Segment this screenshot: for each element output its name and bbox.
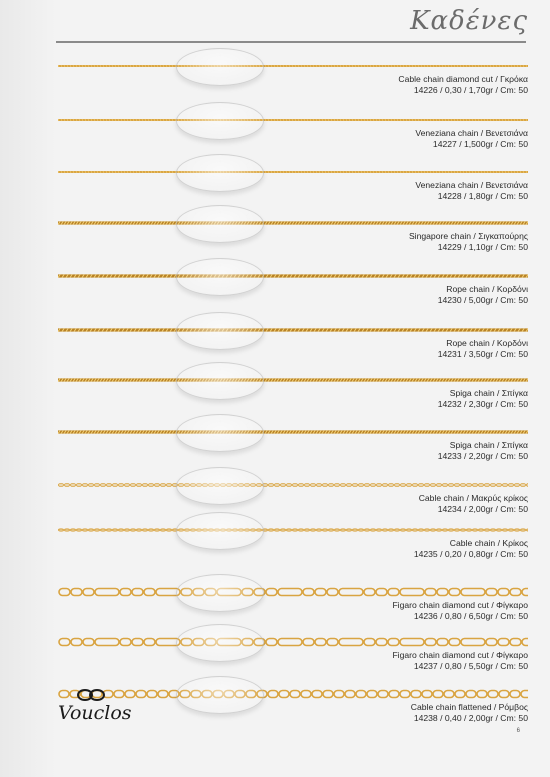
chain-name: Spiga chain / Σπίγκα — [449, 440, 528, 450]
chain-image — [58, 219, 528, 227]
magnifier-lens — [176, 205, 264, 243]
chain-image — [58, 481, 528, 489]
chain-specs: 14231 / 3,50gr / Cm: 50 — [437, 349, 528, 359]
chain-name: Veneziana chain / Βενετσιάνα — [415, 180, 528, 190]
magnifier-lens — [176, 467, 264, 505]
chain-specs: 14227 / 1,500gr / Cm: 50 — [432, 139, 528, 149]
brand-logo — [58, 688, 148, 738]
chain-specs: 14232 / 2,30gr / Cm: 50 — [437, 399, 528, 409]
chain-label — [392, 600, 528, 622]
chain-image — [58, 376, 528, 384]
chain-label — [409, 231, 528, 253]
chain-image — [58, 116, 528, 124]
magnifier-lens — [176, 154, 264, 192]
chain-name: Figaro chain diamond cut / Φίγκαρο — [392, 650, 528, 660]
chain-specs: 14237 / 0,80 / 5,50gr / Cm: 50 — [413, 661, 528, 671]
chain-specs: 14228 / 1,80gr / Cm: 50 — [437, 191, 528, 201]
chain-name: Rope chain / Κορδόνι — [446, 338, 528, 348]
magnifier-lens — [176, 676, 264, 714]
magnifier-lens — [176, 512, 264, 550]
chain-image — [58, 637, 528, 647]
chain-label — [438, 284, 528, 306]
chain-label — [392, 650, 528, 672]
chain-image — [58, 587, 528, 597]
chain-name: Figaro chain diamond cut / Φίγκαρο — [392, 600, 528, 610]
magnifier-lens — [176, 312, 264, 350]
chain-label — [415, 180, 528, 202]
page-title: Καδένες — [410, 6, 528, 36]
chain-image — [58, 526, 528, 534]
chain-label — [419, 493, 528, 515]
magnifier-lens — [176, 102, 264, 140]
chain-label — [438, 338, 528, 360]
chain-name: Cable chain / Μακρύς κρίκος — [418, 493, 528, 503]
chain-label — [398, 74, 528, 96]
chain-specs: 14235 / 0,20 / 0,80gr / Cm: 50 — [413, 549, 528, 559]
magnifier-lens — [176, 624, 264, 662]
chain-image — [58, 62, 528, 70]
logo-rings-icon — [76, 688, 106, 702]
chain-name: Cable chain flattened / Ρόμβος — [410, 702, 528, 712]
chain-label — [438, 440, 528, 462]
chain-specs: 14233 / 2,20gr / Cm: 50 — [437, 451, 528, 461]
brand-name: Vouclos — [58, 702, 132, 724]
chain-label — [414, 538, 528, 560]
page-number: 6 — [516, 728, 520, 734]
magnifier-lens — [176, 258, 264, 296]
chain-specs: 14238 / 0,40 / 2,00gr / Cm: 50 — [413, 713, 528, 723]
chain-specs: 14230 / 5,00gr / Cm: 50 — [437, 295, 528, 305]
chain-name: Veneziana chain / Βενετσιάνα — [415, 128, 528, 138]
chain-specs: 14229 / 1,10gr / Cm: 50 — [437, 242, 528, 252]
chain-label — [415, 128, 528, 150]
chain-label — [438, 388, 528, 410]
magnifier-lens — [176, 362, 264, 400]
chain-name: Cable chain / Κρίκος — [449, 538, 528, 548]
chain-image — [58, 327, 528, 333]
magnifier-lens — [176, 414, 264, 452]
chain-name: Rope chain / Κορδόνι — [446, 284, 528, 294]
chain-specs: 14236 / 0,80 / 6,50gr / Cm: 50 — [413, 611, 528, 621]
chain-image — [58, 168, 528, 176]
magnifier-lens — [176, 48, 264, 86]
chain-image — [58, 273, 528, 279]
chain-name: Spiga chain / Σπίγκα — [449, 388, 528, 398]
chain-image — [58, 428, 528, 436]
chain-name: Singapore chain / Σιγκαπούρης — [408, 231, 528, 241]
chain-specs: 14226 / 0,30 / 1,70gr / Cm: 50 — [413, 85, 528, 95]
chain-label — [411, 702, 528, 724]
chain-name: Cable chain diamond cut / Γκρόκα — [398, 74, 528, 84]
magnifier-lens — [176, 574, 264, 612]
chain-specs: 14234 / 2,00gr / Cm: 50 — [437, 504, 528, 514]
